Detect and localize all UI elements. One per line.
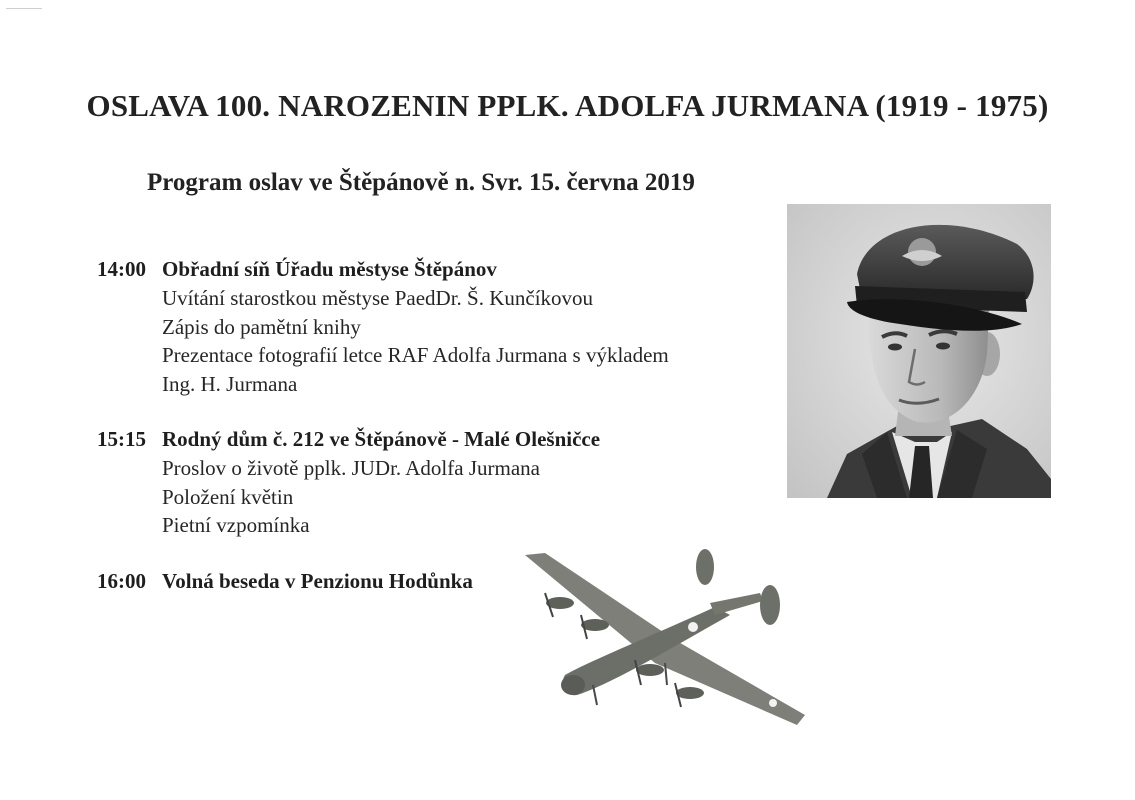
event-item: Ing. H. Jurmana	[162, 371, 298, 396]
page-title: OSLAVA 100. NAROZENIN PPLK. ADOLFA JURMANA (1919 - 1975)	[86, 88, 1049, 123]
event-item: Uvítání starostkou městyse PaedDr. Š. Kunčíkovou	[162, 286, 594, 310]
airplane-photo	[515, 545, 815, 735]
event-time: 16:00	[97, 569, 146, 593]
event-item: Pietní vzpomínka	[162, 513, 310, 537]
program-event	[97, 425, 737, 540]
event-items	[97, 454, 737, 540]
program-event	[97, 255, 737, 398]
event-item: Prezentace fotografií letce RAF Adolfa Jurmana s výkladem	[162, 343, 669, 367]
event-place: Volná beseda v Penzionu Hodůnka	[162, 569, 473, 593]
portrait-photo	[787, 204, 1051, 498]
program-subtitle: Program oslav ve Štěpánově n. Svr. 15. června 2019	[147, 169, 695, 196]
event-time: 15:15	[97, 427, 146, 451]
event-item: Položení květin	[162, 484, 294, 509]
scan-corner-mark	[6, 8, 42, 9]
event-item: Proslov o životě pplk. JUDr. Adolfa Jurmana	[162, 456, 540, 480]
event-time: 14:00	[97, 257, 146, 281]
event-place: Rodný dům č. 212 ve Štěpánově - Malé Olešničce	[162, 427, 601, 451]
event-items	[97, 284, 737, 398]
event-place: Obřadní síň Úřadu městyse Štěpánov	[162, 257, 497, 281]
event-header	[97, 255, 737, 284]
event-header	[97, 425, 737, 454]
event-item: Zápis do pamětní knihy	[162, 314, 361, 339]
